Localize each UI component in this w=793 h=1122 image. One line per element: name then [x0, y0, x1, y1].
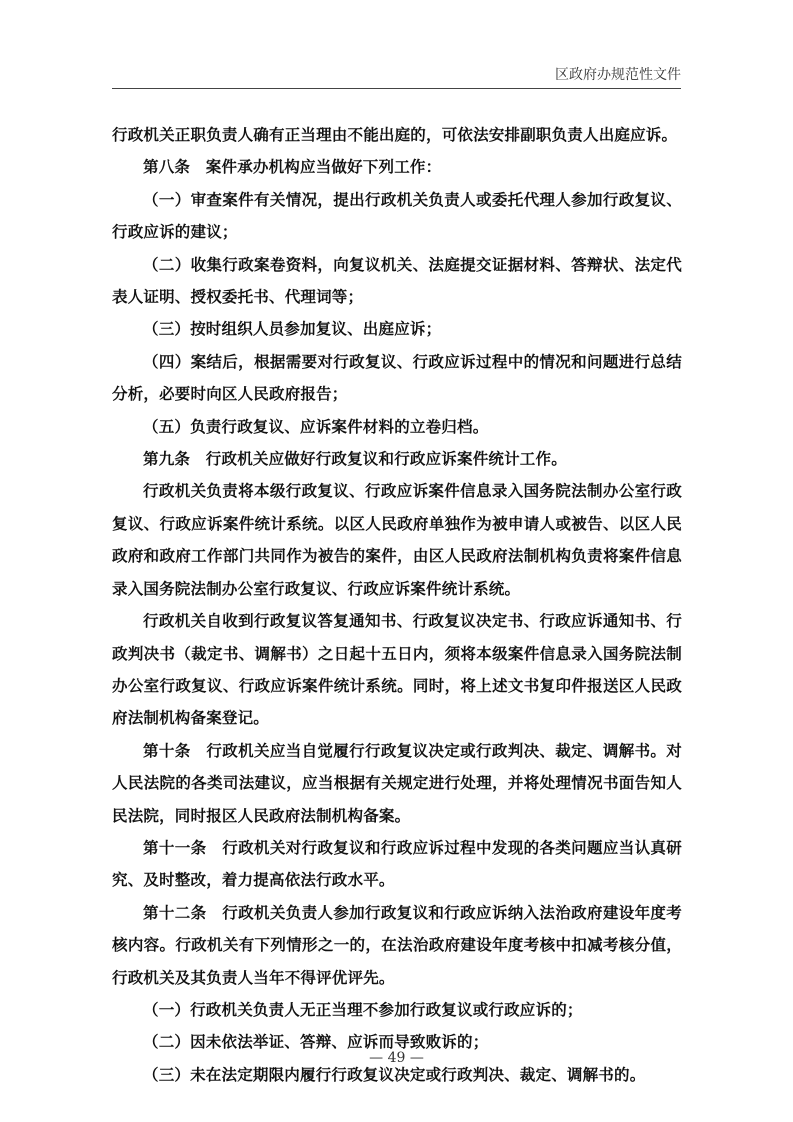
article-paragraph: 第十一条 行政机关对行政复议和行政应诉过程中发现的各类问题应当认真研究、及时整改，着力提高依法行政水平。: [112, 837, 682, 890]
list-item: （五）负责行政复议、应诉案件材料的立卷归档。: [143, 416, 489, 436]
list-item: （三）按时组织人员参加复议、出庭应诉；: [143, 319, 442, 339]
article-heading: 第九条 行政机关应做好行政复议和行政应诉案件统计工作。: [143, 449, 567, 469]
list-item: （一）行政机关负责人无正当理不参加行政复议或行政应诉的；: [143, 999, 583, 1019]
article-paragraph: 第十二条 行政机关负责人参加行政复议和行政应诉纳入法治政府建设年度考核内容。行政机关有下列情形之一的，在法治政府建设年度考核中扣减考核分值，行政机关及其负责人当年不得评优评先。: [112, 902, 682, 987]
article-heading: 第八条 案件承办机构应当做好下列工作：: [143, 157, 442, 177]
list-item: （一）审查案件有关情况，提出行政机关负责人或委托代理人参加行政复议、行政应诉的建议；: [112, 189, 682, 242]
page-header: 区政府办规范性文件: [555, 67, 681, 83]
list-item: （三）未在法定期限内履行行政复议决定或行政判决、裁定、调解书的。: [143, 1064, 646, 1084]
document-body: [112, 119, 682, 1091]
article-paragraph: 第十条 行政机关应当自觉履行行政复议决定或行政判决、裁定、调解书。对人民法院的各类司法建议，应当根据有关规定进行处理，并将处理情况书面告知人民法院，同时报区人民政府法制机构备案。: [112, 740, 682, 825]
list-item: （二）收集行政案卷资料，向复议机关、法庭提交证据材料、答辩状、法定代表人证明、授权委托书、代理词等；: [112, 254, 682, 307]
list-item: （四）案结后，根据需要对行政复议、行政应诉过程中的情况和问题进行总结分析，必要时向区人民政府报告；: [112, 351, 682, 404]
page-number: — 49 —: [369, 1050, 424, 1066]
paragraph: 行政机关自收到行政复议答复通知书、行政复议决定书、行政应诉通知书、行政判决书（裁定书、调解书）之日起十五日内，须将本级案件信息录入国务院法制办公室行政复议、行政应诉案件统计系统。同时，将上述文书复印件报送区人民政府法制机构备案登记。: [112, 611, 682, 728]
paragraph: 行政机关正职负责人确有正当理由不能出庭的，可依法安排副职负责人出庭应诉。: [112, 125, 678, 144]
paragraph: 行政机关负责将本级行政复议、行政应诉案件信息录入国务院法制办公室行政复议、行政应诉案件统计系统。以区人民政府单独作为被申请人或被告、以区人民政府和政府工作部门共同作为被告的案件，由区人民政府法制机构负责将案件信息录入国务院法制办公室行政复议、行政应诉案件统计系统。: [112, 481, 682, 598]
header-divider: [112, 88, 681, 89]
list-item: （二）因未依法举证、答辩、应诉而导致败诉的；: [143, 1032, 489, 1052]
